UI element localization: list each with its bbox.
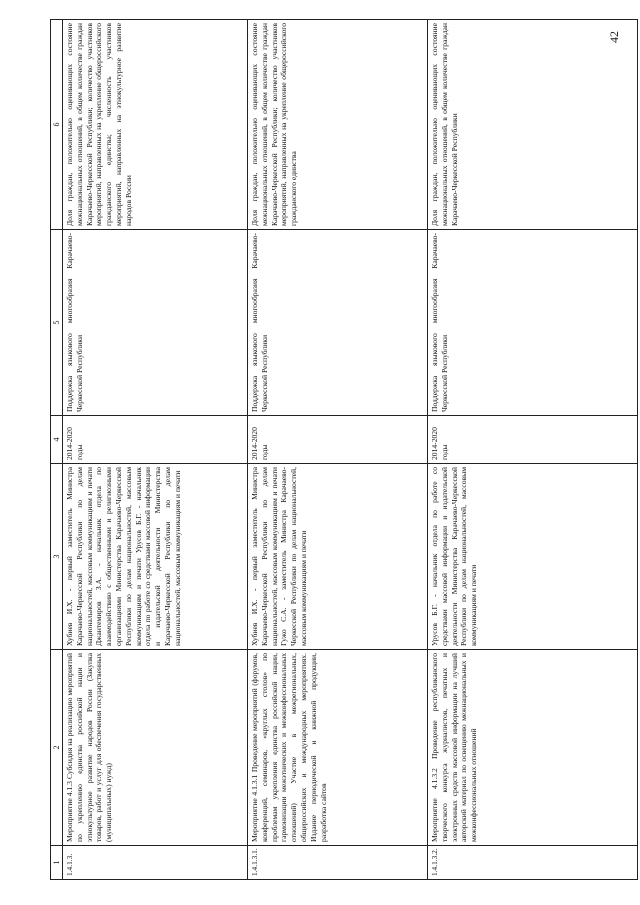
direction-cell: Поддержка языкового многообразия Карачаево-Черкесской Республики — [63, 230, 248, 416]
column-header-5: 5 — [51, 230, 63, 416]
indicator-cell: Доля граждан, положительно оценивающих состояние межнациональных отношений, в общем количестве граждан Карачаево-Черкесской Республики; количество участников мероприятий, направленных на укрепление общероссийского гражданского единства — [248, 20, 428, 230]
table-row — [428, 20, 638, 880]
years-cell: 2014-2020 годы — [248, 416, 428, 464]
years-cell: 2014-2020 годы — [428, 416, 638, 464]
row-number: 1.4.1.3.2. — [428, 846, 638, 880]
column-header-1: 1 — [51, 846, 63, 880]
column-header-6: 6 — [51, 20, 63, 230]
direction-cell: Поддержка языкового многообразия Карачаево-Черкесской Республики — [428, 230, 638, 416]
row-number: 1.4.1.3.1. — [248, 846, 428, 880]
indicator-cell: Доля граждан, положительно оценивающих состояние межнациональных отношений, в общем количестве граждан Карачаево-Черкесской Республики — [428, 20, 638, 230]
column-header-2: 2 — [51, 650, 63, 846]
row-number: 1.4.1.3. — [63, 846, 248, 880]
responsible-cell: Урусов Б.Г. - начальник отдела по работе со средствами массовой информации и издательской деятельности Министерства Карачаево-Черкесской Республики по делам национальностей, массовым коммуникациям и печати — [428, 464, 638, 650]
event-cell: Мероприятие 4.1.3.1 Проведение мероприятий (форумов, конференций, семинаров, «круглых столов» по проблемам укрепления единства российской нации, гармонизации межэтнических и межконфессиональных отношений) Участие в межрегиональных, общероссийских и международных мероприятиях. Издание периодической и книжной продукции, разработка сайтов — [248, 650, 428, 846]
column-header-4: 4 — [51, 416, 63, 464]
indicator-cell: Доля граждан, положительно оценивающих состояние межнациональных отношений, в общем количестве граждан Карачаево-Черкесской Республики; количество участников мероприятий, направленных на укрепление общероссийского гражданского единства; численность участников мероприятий, направленных на этнокультурное развитие народов России — [63, 20, 248, 230]
event-cell: Мероприятие 4.1.3.2 Проведение республиканского творческого конкурса журналистов, печатных и электронных средств массовой информации на лучший авторский материал по освещению межнациональных и межконфессиональных отношений — [428, 650, 638, 846]
responsible-cell: Хубиев И.Х. - первый заместитель Министра Карачаево-Черкесской Республики по делам национальностей, массовым коммуникациям и печати Джантемиров З.А. - начальник отдела по взаимодействию с общественными и религиозными организациями Министерства Карачаево-Черкесской Республики по делам национальностей, массовым коммуникациям и печати Урусов Б.Г. - начальник отдела по работе со средствами массовой информации и издательской деятельности Министерства Карачаево-Черкесской Республики по делам национальностей, массовым коммуникациям и печати — [63, 464, 248, 650]
responsible-cell: Хубиев И.Х. - первый заместитель Министра Карачаево-Черкесской Республики по делам национальностей, массовым коммуникациям и печати Гужо С.А. - заместитель Министра Карачаево-Черкесской Республики по делам национальностей, массовым коммуникациям и печати — [248, 464, 428, 650]
event-cell: Мероприятие 4.1.3 Субсидия на реализацию мероприятий по укреплению единства российской нации и этнокультурное развитие народов России (Закупка товаров, работ и услуг для обеспечения государственных (муниципальных) нужд) — [63, 650, 248, 846]
direction-cell: Поддержка языкового многообразия Карачаево-Черкесской Республики — [248, 230, 428, 416]
table-row — [63, 20, 248, 880]
years-cell: 2014-2020 годы — [63, 416, 248, 464]
table-row — [248, 20, 428, 880]
measures-table — [50, 19, 638, 880]
header-row — [51, 20, 63, 880]
column-header-3: 3 — [51, 464, 63, 650]
page-number: 42 — [607, 31, 621, 43]
rotated-table-sheet — [50, 20, 640, 880]
